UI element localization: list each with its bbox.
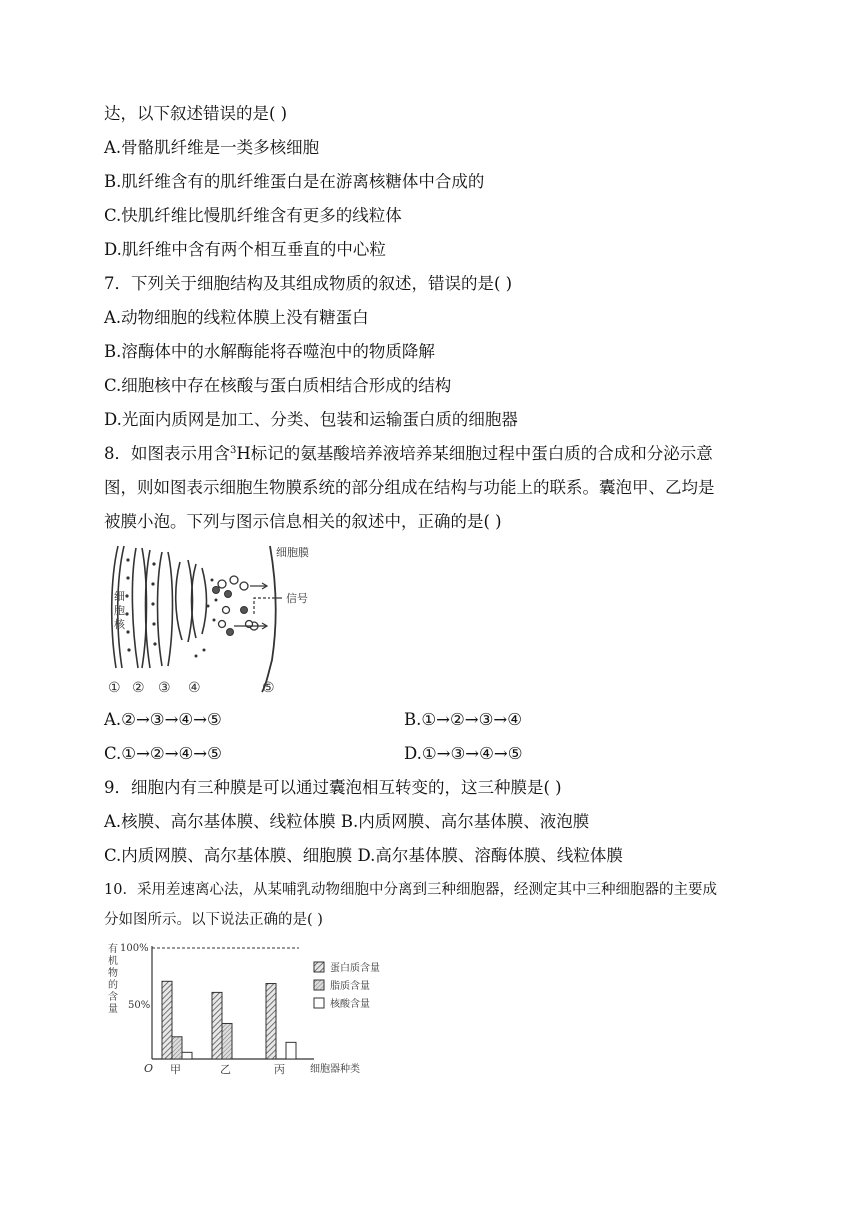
bar-protein-3 [266, 984, 276, 1059]
label-signal: 信号 [286, 592, 308, 605]
q6-option-a: A.骨骼肌纤维是一类多核细胞 [104, 138, 320, 157]
q7-option-b: B.溶酶体中的水解酶能将吞噬泡中的物质降解 [104, 342, 435, 361]
marker-5: ⑤ [262, 680, 275, 696]
legend-label-lipid: 脂质含量 [330, 981, 370, 992]
q9-options-line1: A.核膜、高尔基体膜、线粒体膜 B.内质网膜、高尔基体膜、液泡膜 [104, 812, 590, 831]
legend-swatch-protein [314, 962, 324, 972]
category-label: 丙 [274, 1063, 285, 1076]
label-nucleus-2: 胞 [114, 604, 125, 617]
q7-option-a: A.动物细胞的线粒体膜上没有糖蛋白 [104, 308, 369, 327]
y-label-char: 机 [108, 956, 118, 967]
secretion-diagram [104, 540, 344, 700]
bar-nucleic-acid-3 [286, 1042, 296, 1059]
marker-4: ④ [188, 680, 201, 696]
q6-option-c: C.快肌纤维比慢肌纤维含有更多的线粒体 [104, 206, 402, 225]
q8-stem-line3: 被膜小泡。下列与图示信息相关的叙述中，正确的是( ) [104, 512, 502, 531]
bar-lipid-1 [172, 1037, 182, 1059]
y-tick-50: 50% [128, 1000, 151, 1011]
y-label-char: 物 [108, 968, 118, 979]
legend-label-protein: 蛋白质含量 [330, 963, 380, 974]
q10-stem-line1: 10．采用差速离心法，从某哺乳动物细胞中分离到三种细胞器，经测定其中三种细胞器的主要成 [104, 882, 717, 898]
q8-option-c: C.①→②→④→⑤ [104, 744, 222, 763]
label-cell-membrane: 细胞膜 [276, 546, 309, 559]
q9-stem: 9．细胞内有三种膜是可以通过囊泡相互转变的，这三种膜是( ) [104, 778, 562, 797]
q7-stem: 7．下列关于细胞结构及其组成物质的叙述，错误的是( ) [104, 274, 513, 293]
q8-option-d: D.①→③→④→⑤ [404, 744, 523, 763]
y-axis-label [108, 942, 118, 1015]
x-axis-label: 细胞器种类 [310, 1064, 360, 1075]
y-label-char: 的 [108, 980, 118, 991]
category-label: 甲 [170, 1063, 181, 1076]
legend-label-nucleic-acid: 核酸含量 [330, 999, 370, 1010]
bar-lipid-2 [222, 1023, 232, 1059]
bar-nucleic-acid-1 [182, 1052, 192, 1059]
label-nucleus-3: 核 [114, 618, 125, 631]
legend-swatch-nucleic-acid [314, 998, 324, 1008]
legend-swatch-lipid [314, 980, 324, 990]
bar-protein-2 [212, 992, 222, 1059]
q8-stem-line1: 8．如图表示用含$^3$H标记的氨基酸培养液培养某细胞过程中蛋白质的合成和分泌示意 [104, 444, 713, 463]
y-tick-100: 100% [120, 943, 149, 954]
bar-protein-1 [162, 981, 172, 1059]
chart-legend [314, 961, 380, 1010]
q7-option-c: C.细胞核中存在核酸与蛋白质相结合形成的结构 [104, 376, 452, 395]
q10-stem-line2: 分如图所示。以下说法正确的是( ) [104, 912, 323, 928]
marker-3: ③ [158, 680, 171, 696]
q9-options-line2: C.内质网膜、高尔基体膜、细胞膜 D.高尔基体膜、溶酶体膜、线粒体膜 [104, 846, 623, 865]
q6-option-b: B.肌纤维含有的肌纤维蛋白是在游离核糖体中合成的 [104, 172, 485, 191]
label-nucleus-1: 细 [114, 590, 125, 603]
q8-option-b: B.①→②→③→④ [404, 710, 523, 729]
marker-2: ② [132, 680, 145, 696]
y-label-char: 有 [108, 944, 118, 955]
q8-stem-line2: 图，则如图表示细胞生物膜系统的部分组成在结构与功能上的联系。囊泡甲、乙均是 [104, 478, 715, 497]
y-label-char: 量 [108, 1004, 118, 1015]
marker-1: ① [108, 680, 121, 696]
q8-option-a: A.②→③→④→⑤ [104, 710, 222, 729]
origin-label: O [144, 1062, 154, 1075]
category-label: 乙 [220, 1063, 231, 1076]
y-label-char: 含 [108, 992, 118, 1003]
organelle-composition-chart [104, 938, 394, 1078]
q7-option-d: D.光面内质网是加工、分类、包装和运输蛋白质的细胞器 [104, 410, 518, 429]
q6-stem-tail: 达，以下叙述错误的是( ) [104, 104, 288, 123]
q6-option-d: D.肌纤维中含有两个相互垂直的中心粒 [104, 240, 386, 259]
